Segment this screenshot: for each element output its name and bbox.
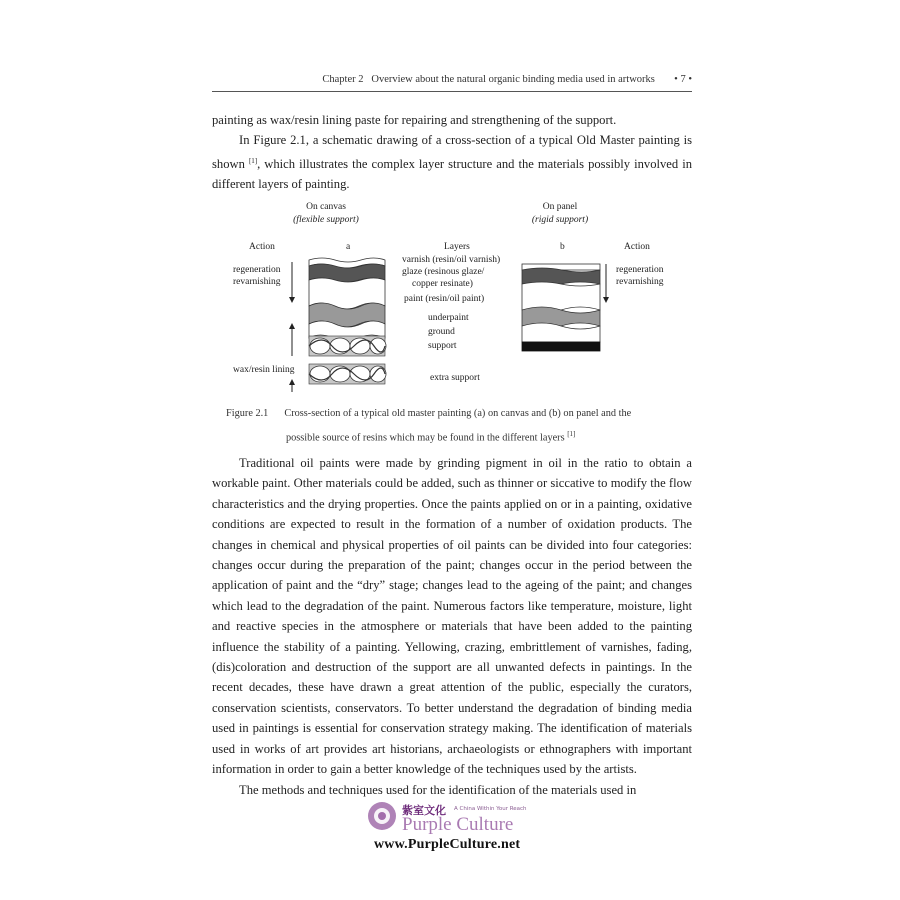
left-regeneration: regeneration (233, 265, 281, 275)
oil-paints-paragraph: Traditional oil paints were made by grinding pigment in oil in the ratio to obtain a workable paint. Other materials could be added, such as thinner or siccative to modify the flow characteristics and the drying properties. Once the paints applied on or in a painting, oxidative conditions are expected to result in the formation of a number of oxidation products. The changes in chemical and physical properties of oil paints can be divided into four categories: changes occur during the preparation of the paint; changes occur in the period between the application of paint and the “dry” stage; changes lead to the ageing of the paint; and changes which lead to the degradation of the paint. Numerous factors like temperature, moisture, light and reactive species in the atmosphere or materials that have been added to the painting influence the stability of a painting. Yellowing, crazing, embrittlement of varnishes, fading, (dis)coloration and destruction of the support are all unwanted defects in paintings. In the recent decades, these have drawn a great attention of the public, especially the curators, conservation scientists, conservators. To better understand the degradation of binding media used in paintings is essential for conservation strategy making. The identification of materials used in works of art provides art historians, archaeologists or ethnographers with important information in order to gain a better knowledge of the techniques used by the artists. (212, 456, 692, 777)
figure-2-1 (212, 196, 692, 396)
watermark-chinese: 紫室文化 (402, 804, 446, 817)
citation-ref: [1] (248, 156, 258, 165)
caption-line-2: possible source of resins which may be found in the different layers [1] (286, 430, 576, 444)
layer-extra-support: extra support (430, 373, 480, 383)
layers-heading: Layers (444, 242, 470, 252)
figure-caption (226, 404, 696, 448)
action-left-heading: Action (249, 242, 275, 252)
caption-label: Figure 2.1 (226, 408, 269, 419)
layer-underpaint: underpaint (428, 313, 469, 323)
layer-ground: ground (428, 327, 455, 337)
left-revarnishing: revarnishing (233, 277, 281, 287)
right-regeneration: regeneration (616, 265, 664, 275)
watermark-url[interactable]: www.PurpleCulture.net (374, 837, 521, 852)
layer-glaze-2: copper resinate) (412, 279, 473, 289)
label-b: b (560, 242, 565, 252)
continuation-paragraph: painting as wax/resin lining paste for repairing and strengthening of the support. (212, 113, 617, 127)
layer-support: support (428, 341, 457, 351)
label-a: a (346, 242, 351, 252)
watermark-tagline: A China Within Your Reach (454, 806, 527, 812)
cross-section-diagram (212, 196, 692, 396)
header-page-number: • 7 • (674, 74, 692, 85)
caption-citation: [1] (567, 430, 576, 438)
body-text-main (212, 453, 692, 800)
running-header (212, 74, 692, 85)
layer-paint: paint (resin/oil paint) (404, 294, 485, 304)
header-chapter-title: Chapter 2 Overview about the natural organic binding media used in artworks (322, 74, 655, 85)
purple-culture-watermark (366, 800, 546, 852)
panel-cross-section (522, 264, 600, 351)
right-revarnishing: revarnishing (616, 277, 664, 287)
watermark-name: Purple Culture (402, 814, 514, 835)
action-right-heading: Action (624, 242, 650, 252)
canvas-title: On canvas (306, 202, 346, 212)
methods-paragraph: The methods and techniques used for the identification of the materials used in (239, 782, 637, 797)
layer-glaze-1: glaze (resinous glaze/ (402, 267, 485, 277)
body-text-top (212, 110, 692, 195)
layer-varnish: varnish (resin/oil varnish) (402, 255, 501, 265)
panel-subtitle: (rigid support) (531, 215, 589, 225)
panel-title: On panel (542, 202, 578, 212)
canvas-cross-section (309, 258, 386, 384)
purple-culture-logo-icon (366, 800, 398, 832)
header-rule (212, 91, 692, 92)
canvas-subtitle: (flexible support) (293, 215, 359, 225)
figure-intro-paragraph: In Figure 2.1, a schematic drawing of a cross-section of a typical Old Master painting is shown [1], which illustrates the complex layer structure and the materials possibly involved in different layers of painting. (212, 133, 693, 192)
left-wax-resin: wax/resin lining (233, 365, 295, 375)
caption-line-1: Figure 2.1 Cross-section of a typical old master painting (a) on canvas and (b) on panel and the (226, 408, 632, 419)
